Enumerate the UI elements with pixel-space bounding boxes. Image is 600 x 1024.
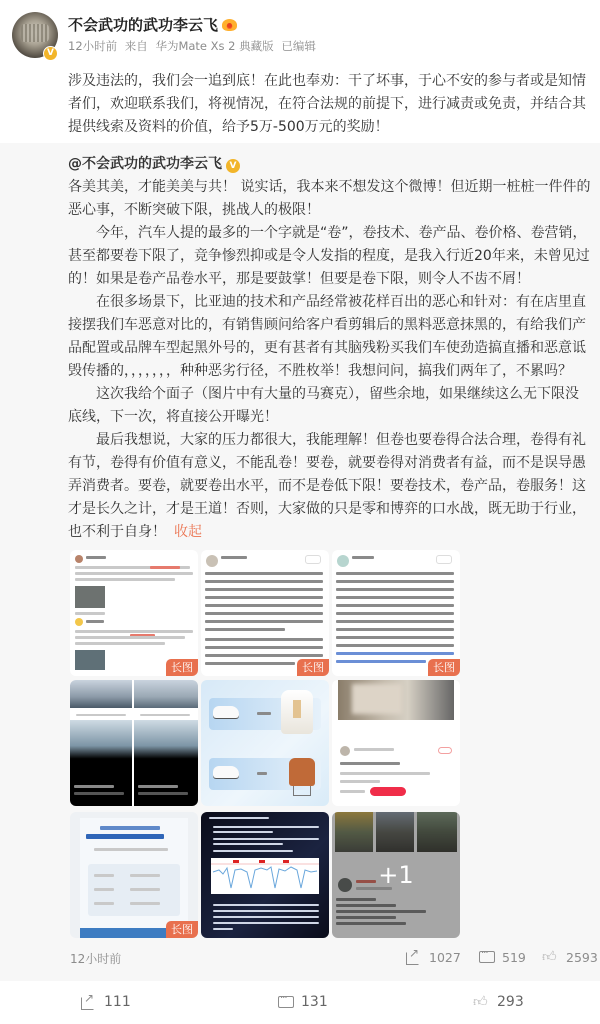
repost-comment-button[interactable]	[478, 949, 526, 965]
edited-label[interactable]: 已编辑	[281, 39, 316, 53]
speed-line-chart	[211, 858, 319, 894]
username[interactable]	[68, 14, 237, 35]
image-thumbnail-9[interactable]	[332, 812, 460, 938]
repost-paragraph: 各美其美，才能美美与共！ 说实话，我本来不想发这个微博！但近期一桩桩一件件的恶心事，不断突破下限，挑战人的极限！	[68, 179, 591, 218]
share-icon	[405, 949, 421, 965]
repost-author[interactable]	[68, 153, 240, 173]
device-source[interactable]: 华为Mate Xs 2 典藏版	[155, 39, 274, 53]
image-thumbnail-1[interactable]	[70, 550, 198, 676]
bottom-action-bar	[0, 981, 600, 1024]
like-button[interactable]	[473, 994, 524, 1010]
post-text: 涉及违法的，我们会一追到底！在此也奉劝：干了坏事，于心不安的参与者或是知情者们，欢迎联系我们，将视情况，在符合法规的前提下，进行减责或免责，并结合其提供线索及资料的价值，给予5万-500万元的奖励！	[68, 73, 586, 135]
image-thumbnail-7[interactable]	[70, 812, 198, 938]
repost-footer	[0, 944, 600, 974]
like-icon	[473, 994, 489, 1010]
comment-icon	[277, 994, 293, 1010]
image-thumbnail-4[interactable]	[70, 680, 198, 806]
repost-like-count: 2593	[566, 949, 598, 965]
image-thumbnail-3[interactable]	[332, 550, 460, 676]
repost-card[interactable]	[0, 143, 600, 981]
comment-icon	[478, 949, 494, 965]
post-meta	[68, 38, 320, 54]
repost-comment-count: 519	[502, 949, 526, 965]
like-icon	[542, 949, 558, 965]
repost-share-count: 1027	[429, 949, 461, 965]
repost-share-button[interactable]	[405, 949, 461, 965]
share-count: 111	[104, 994, 131, 1010]
repost-paragraph: 在很多场景下，比亚迪的技术和产品经常被花样百出的恶心和针对：有在店里直接摆我们车恶意对比的，有销售顾问给客户看剪辑后的黑料恶意抹黑的，有给我们产品配置或品牌车型起黑外号的，更有甚者有其脑残粉买我们车使劲造搞直播和恶意诋毁传播的，，，，，，，种种恶劣行径，不胜枚举！我想问问，搞我们两年了，不累吗？	[68, 294, 586, 379]
crown-icon	[222, 17, 237, 31]
more-images-overlay[interactable]: +1	[332, 812, 460, 938]
comment-count: 131	[301, 994, 328, 1010]
repost-paragraph: 今年，汽车人提的最多的一个字就是“卷”，卷技术、卷产品、卷价格、卷营销，甚至都要卷下限了，竞争惨烈抑或是令人发指的程度，是我入行近20年来，未曾见过的！如果是卷产品卷水平，那是要鼓掌！但要是卷下限，则令人不齿不屑！	[68, 225, 590, 287]
share-icon	[80, 994, 96, 1010]
collapse-link[interactable]: 收起	[174, 524, 202, 540]
long-image-badge: 长图	[428, 659, 460, 676]
post-time: 12小时前	[68, 39, 118, 53]
share-button[interactable]	[80, 994, 131, 1010]
repost-like-button[interactable]	[542, 949, 598, 965]
long-image-badge: 长图	[166, 659, 198, 676]
image-thumbnail-2[interactable]	[201, 550, 329, 676]
source-prefix: 来自	[124, 39, 148, 53]
repost-time: 12小时前	[70, 952, 122, 966]
username-text[interactable]: 不会武功的武功李云飞	[68, 16, 219, 34]
post-header	[0, 0, 600, 60]
repost-body	[68, 176, 592, 544]
image-thumbnail-5[interactable]	[201, 680, 329, 806]
verified-badge-icon: V	[226, 159, 240, 173]
verified-badge-icon: V	[43, 46, 58, 61]
avatar-image	[21, 24, 49, 42]
repost-paragraph: 这次我给个面子（图片中有大量的马赛克），留些余地，如果继续这么无下限没底线，下一次，将直接公开曝光！	[68, 386, 579, 425]
image-grid	[70, 550, 462, 938]
repost-author-name[interactable]: @不会武功的武功李云飞	[68, 156, 222, 172]
like-count: 293	[497, 994, 524, 1010]
long-image-badge: 长图	[297, 659, 329, 676]
repost-paragraph	[68, 429, 592, 544]
repost-paragraph-text: 最后我想说，大家的压力都很大，我能理解！但卷也要卷得合法合理，卷得有礼有节，卷得有价值有意义，不能乱卷！要卷，就要卷得对消费者有益，而不是误导愚弄消费者。要卷，就要卷出水平，而不是卷低下限！要卷技术，卷产品，卷服务！这才是长久之计，才是王道！否则，大家做的只是零和博弈的口水战，既无助于行业，也不利于自身！	[68, 432, 586, 540]
image-thumbnail-6[interactable]	[332, 680, 460, 806]
image-thumbnail-8[interactable]	[201, 812, 329, 938]
comment-button[interactable]	[277, 994, 328, 1010]
long-image-badge: 长图	[166, 921, 198, 938]
